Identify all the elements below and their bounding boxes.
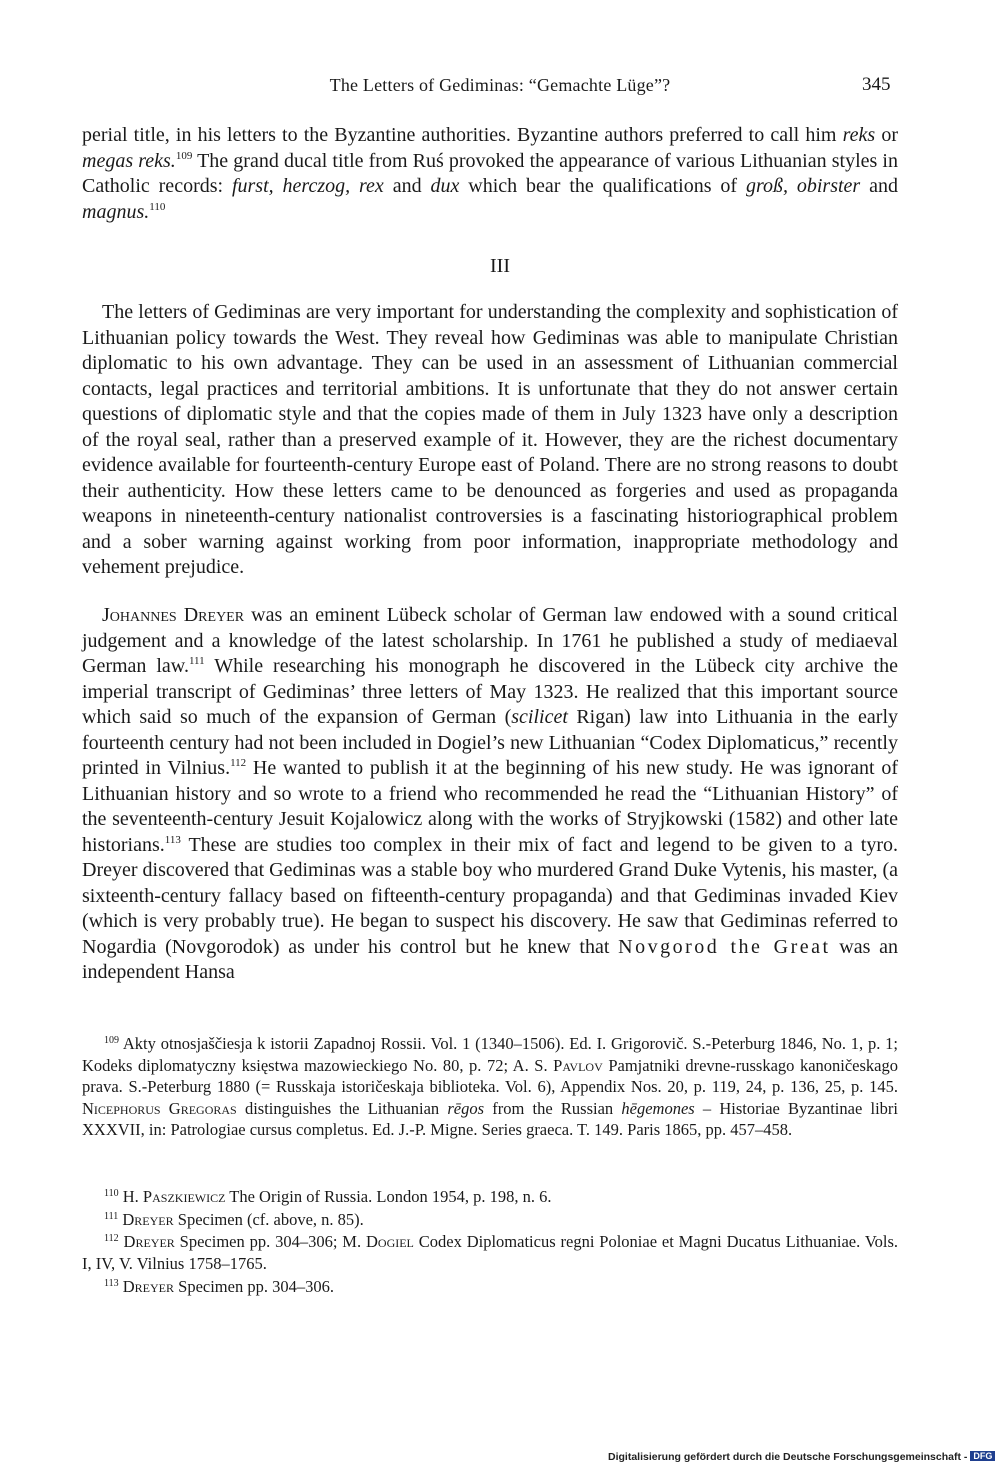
paragraph-2: The letters of Gediminas are very important for understanding the complexity and sophistication of Lithuanian policy towards the West. They reveal how Gediminas was able to manipulate Christian diplomatic to his own advantage. They can be used in an assessment of Lithuanian commercial contacts, legal practices and territorial ambitions. It is unfortunate that they do not answer certain questions of diplomatic style and that the copies made of them in July 1323 have only a description of the royal seal, rather than a preserved example of it. However, they are the richest documentary evidence available for fourteenth-century Europe east of Poland. There are no strong reasons to doubt their authenticity. How these letters came to be denounced as forgeries and used as propaganda weapons in nineteenth-century nationalist controversies is a fascinating historiographical problem and a sober warning against working from poor information, inappropriate methodology and vehement prejudice.: [82, 301, 898, 578]
footnote-number: 113: [104, 1278, 119, 1289]
section-heading: III: [490, 255, 510, 277]
paragraph-1: [82, 123, 898, 225]
italic-term: hēgemones: [621, 1098, 695, 1118]
text: Pamjatniki drevne-russkago kanoničeskago prava. S.-Peterburg 1880 (= Russkaja istoričeskaja biblioteka. Vol. 6), Appendix Nos. 20, p. 119, 24, p. 136, 25, p. 145.: [82, 1055, 899, 1096]
text: which bear the qualifications of: [459, 175, 746, 197]
italic-term: dux: [430, 175, 460, 197]
footnote-ref-112[interactable]: 112: [230, 757, 247, 769]
paragraph-3: [82, 603, 898, 986]
footnote-number: 110: [104, 1188, 119, 1199]
digitization-credit: [608, 1451, 995, 1463]
author-name: Dreyer: [122, 1277, 175, 1296]
text: and: [860, 175, 898, 197]
author-name: Nicephorus Gregoras: [82, 1098, 237, 1118]
text: The grand ducal title from Ruś provoked the appearance of various Lithuanian styles in Catholic records:: [82, 149, 898, 197]
author-name: Dogiel: [365, 1232, 414, 1251]
text: Specimen (cf. above, n. 85).: [173, 1210, 364, 1229]
italic-term: megas reks.: [82, 149, 176, 172]
text: Akty otnosjaščiesja k istorii Zapadnoj Rossii. Vol. 1 (1340–1506). Ed. I. Grigorovič. S.-Peterburg 1846, No. 1, p. 1; Kodeks diplomatyczny księstwa mazowieckiego No. 80, p. 72; A. S.: [82, 1034, 898, 1075]
page-number: 345: [862, 74, 891, 95]
footnote-111: [82, 1209, 898, 1231]
author-name: Dreyer: [122, 1210, 174, 1229]
text: Codex Diplomaticus regni Poloniae et Magni Ducatus Lithuaniae. Vols. I, IV, V. Vilnius 1758–1765.: [82, 1232, 899, 1273]
text: These are studies too complex in their mix of fact and legend to be given to a tyro. Dreyer discovered that Gediminas was a stable boy who murdered Grand Duke Vytenis, his master, (a sixteenth-century fallacy based on fifteenth-century propaganda) and that Gediminas invaded Kiev (which is very probably true). He began to suspect his discovery. He saw that Gediminas referred to Nogardia (Novgorodok) as under his control but he knew that: [82, 833, 898, 958]
italic-term: reks: [842, 124, 876, 146]
running-header: The Letters of Gediminas: “Gemachte Lüge”?: [329, 75, 671, 95]
footnote-ref-111[interactable]: 111: [188, 655, 205, 667]
text: Specimen pp. 304–306.: [174, 1277, 334, 1296]
footnote-ref-113[interactable]: 113: [164, 833, 181, 846]
text: Rigan) law into Lithuania in the early fourteenth century had not been included in Dogiel’s new Lithuanian “Codex Diplomaticus,” recently printed in Vilnius.: [82, 706, 899, 779]
footnote-ref-109[interactable]: 109: [175, 149, 193, 162]
italic-term: groß, obirster: [745, 175, 861, 197]
italic-term: magnus.: [82, 200, 150, 223]
author-name: Pavlov: [553, 1055, 603, 1075]
text: The Origin of Russia. London 1954, p. 198, n. 6.: [225, 1187, 552, 1206]
text: was an eminent Lübeck scholar of German law endowed with a sound critical judgement and a knowledge of the latest scholarship. In 1761 he published a study of mediaeval German law.: [82, 604, 898, 677]
author-name: Dreyer: [123, 1232, 175, 1251]
footnote-ref-110[interactable]: 110: [149, 200, 166, 213]
italic-term: scilicet: [511, 706, 568, 728]
footnote-109: [82, 1033, 898, 1141]
footnote-110: [82, 1186, 898, 1208]
text: from the Russian: [484, 1098, 622, 1118]
credit-text: Digitalisierung gefördert durch die Deutsche Forschungsgemeinschaft -: [608, 1451, 968, 1463]
text: or: [875, 124, 898, 146]
dfg-logo-icon: DFG: [970, 1451, 995, 1461]
text: – Historiae Byzantinae libri XXXVII, in: Patrologiae cursus completus. Ed. J.-P. Migne. Series graeca. T. 149. Paris 1865, pp. 457–458.: [82, 1098, 898, 1139]
text: He wanted to publish it at the beginning of his new study. He was ignorant of Lithuanian history and so wrote to a friend who recommended he read the “Lithuanian History” of the seventeenth-century Jesuit Kojalowicz along with the works of Stryjkowski (1582) and other late historians.: [82, 757, 899, 856]
text: distinguishes the Lithuanian: [236, 1098, 448, 1118]
footnote-112: [82, 1231, 898, 1274]
author-name: H. Paszkiewicz: [122, 1187, 226, 1206]
italic-term: furst, herczog, rex: [231, 175, 384, 197]
text: perial title, in his letters to the Byzantine authorities. Byzantine authors preferred to call him: [82, 124, 843, 146]
text: Specimen pp. 304–306; M.: [174, 1232, 366, 1251]
author-name: Johannes Dreyer: [102, 604, 245, 626]
spaced-term: Novgorod the Great: [618, 935, 831, 958]
text: and: [383, 175, 431, 197]
italic-term: rēgos: [447, 1098, 485, 1118]
footnote-113: [82, 1276, 898, 1298]
text: was an independent Hansa: [82, 935, 898, 983]
footnote-number: 112: [104, 1233, 119, 1244]
footnote-number: 109: [104, 1035, 119, 1046]
footnote-number: 111: [104, 1211, 119, 1222]
text: While researching his monograph he discovered in the Lübeck city archive the imperial transcript of Gediminas’ three letters of May 1323. He realized that this important source which said so much of the expansion of German (: [82, 655, 898, 728]
